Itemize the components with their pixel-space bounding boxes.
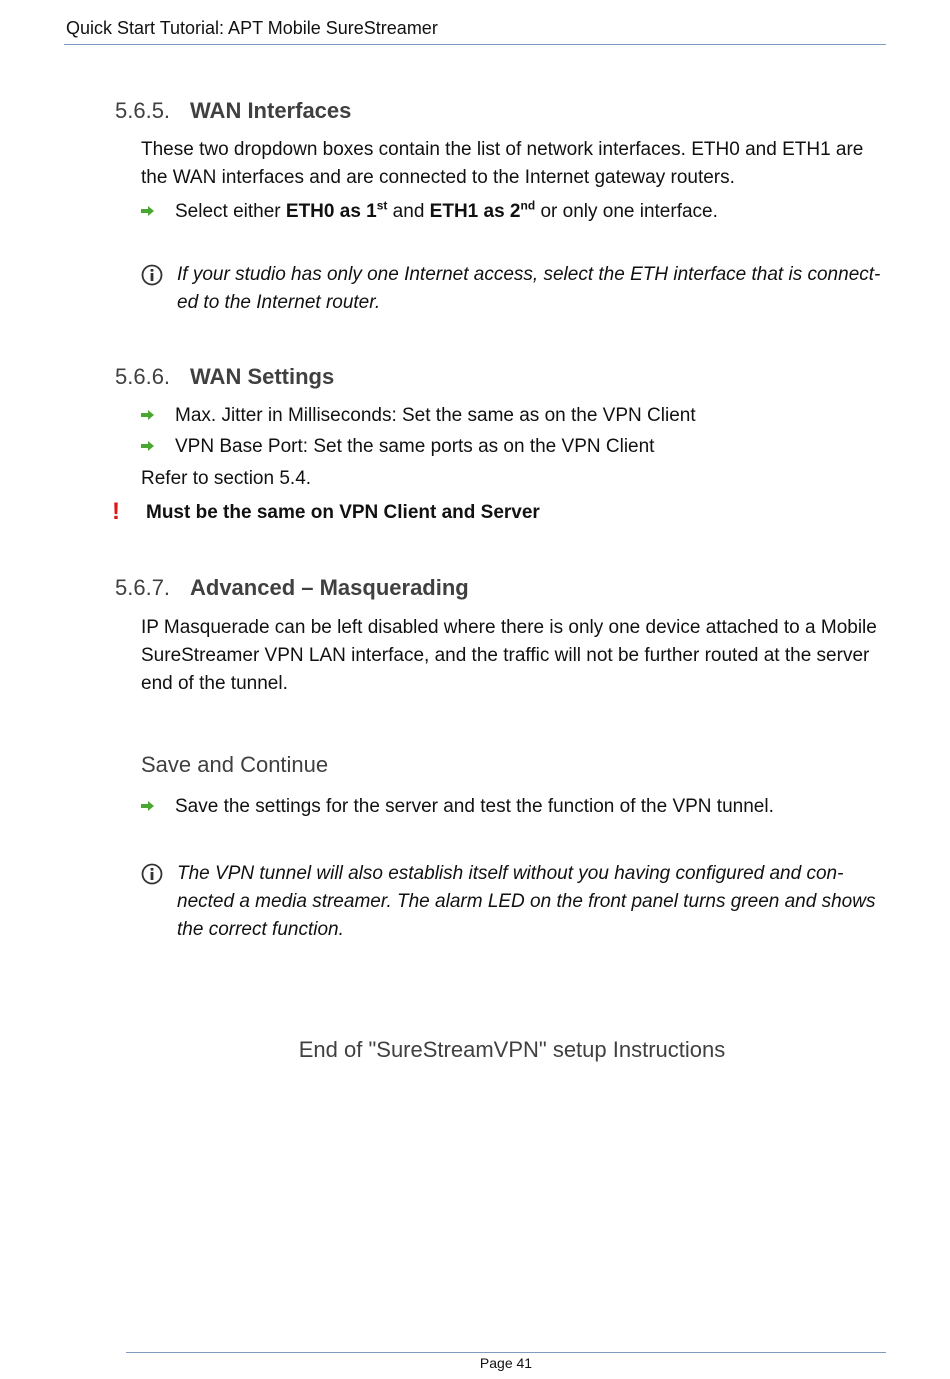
footer-divider (126, 1352, 886, 1353)
bullet-text: Max. Jitter in Milliseconds: Set the same as on the VPN Client (175, 405, 696, 426)
bullet-text: VPN Base Port: Set the same ports as on the VPN Client (175, 436, 655, 457)
note-line: The VPN tunnel will also establish itself without you having configured and con- (177, 863, 844, 884)
section-heading-5-6-5 (115, 98, 351, 124)
masquerading-paragraph (141, 614, 886, 698)
info-icon (141, 863, 163, 885)
arrow-right-icon (141, 801, 155, 811)
section-number: 5.6.6. (115, 364, 171, 389)
page-header-title: Quick Start Tutorial: APT Mobile SureStreamer (66, 18, 438, 38)
note-vpn-tunnel (141, 860, 886, 944)
end-of-instructions: End of "SureStreamVPN" setup Instructions (298, 1037, 726, 1062)
note-line: If your studio has only one Internet access, select the ETH interface that is connect- (177, 264, 881, 285)
section-heading-5-6-6 (115, 364, 334, 390)
header-divider (64, 44, 886, 45)
bullet-text: Save the settings for the server and test the function of the VPN tunnel. (175, 796, 774, 817)
note-line: ed to the Internet router. (177, 292, 381, 313)
section-heading-5-6-7 (115, 575, 469, 601)
paragraph-line: IP Masquerade can be left disabled where there is only one device attached to a Mobile (141, 617, 877, 638)
section-title: WAN Settings (190, 364, 335, 389)
arrow-right-icon (141, 410, 155, 420)
exclamation-icon: ! (112, 498, 120, 525)
arrow-right-icon (141, 441, 155, 451)
note-single-internet (141, 261, 886, 317)
save-continue-heading: Save and Continue (141, 752, 329, 777)
wan-interfaces-paragraph: These two dropdown boxes contain the list of network interfaces. ETH0 and ETH1 are the WAN interfaces and are connected to the Internet gateway routers. (141, 139, 864, 188)
note-line: nected a media streamer. The alarm LED on the front panel turns green and shows (177, 891, 876, 912)
info-icon (141, 264, 163, 286)
note-line: the correct function. (177, 919, 344, 940)
warning-text: Must be the same on VPN Client and Server (146, 502, 540, 523)
paragraph-line: end of the tunnel. (141, 673, 288, 694)
section-title: Advanced – Masquerading (190, 575, 469, 600)
paragraph-line: SureStreamer VPN LAN interface, and the traffic will not be further routed at the server (141, 645, 870, 666)
page-number: Page 41 (479, 1355, 533, 1371)
section-number: 5.6.7. (115, 575, 171, 600)
section-title: WAN Interfaces (190, 98, 352, 123)
section-number: 5.6.5. (115, 98, 171, 123)
bullet-text: Select either ETH0 as 1st and ETH1 as 2nd or only one interface. (175, 198, 718, 222)
refer-section-text: Refer to section 5.4. (141, 468, 312, 489)
arrow-right-icon (141, 206, 155, 216)
